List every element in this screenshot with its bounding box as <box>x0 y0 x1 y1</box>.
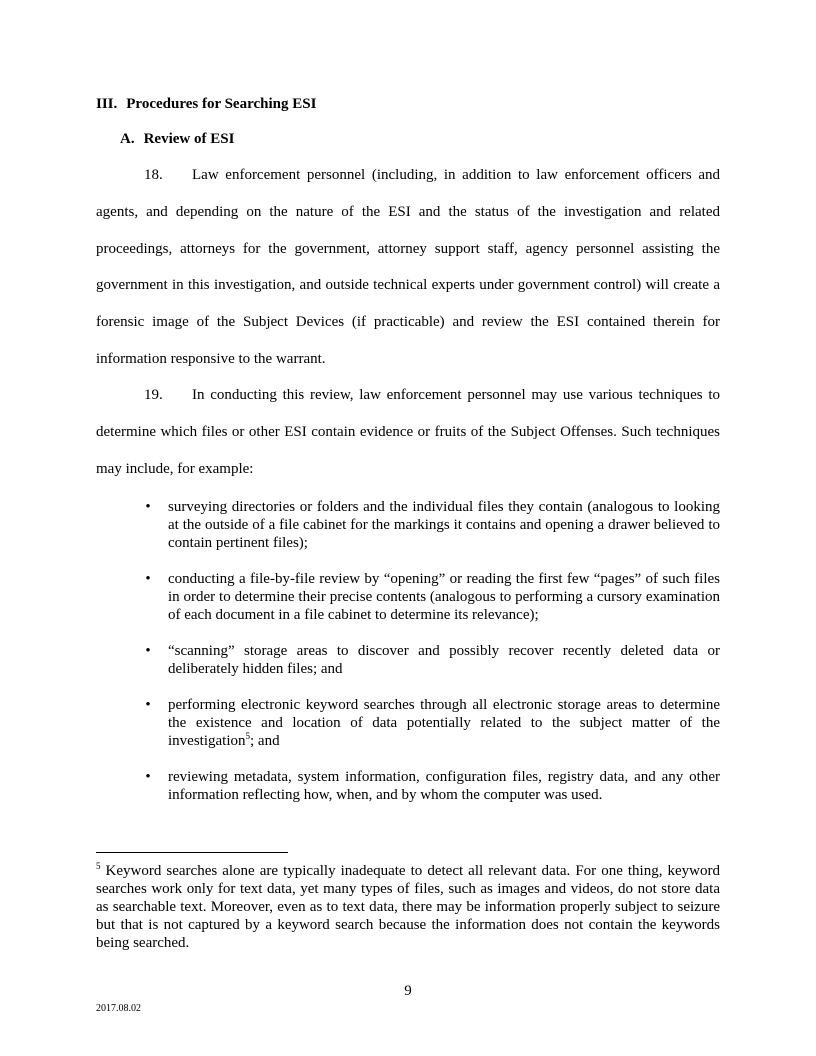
list-item-text: performing electronic keyword searches through all electronic storage areas to determine the existence and location of data potentially related to the subject matter of the investigation <box>168 697 720 749</box>
version-stamp: 2017.08.02 <box>96 1003 141 1014</box>
paragraph-number: 19. <box>144 387 163 403</box>
footnote <box>96 862 720 952</box>
list-item-text-tail: ; and <box>250 733 280 749</box>
bullet-icon: • <box>145 643 151 659</box>
section-heading <box>96 96 316 113</box>
paragraph-19 <box>96 377 720 487</box>
bullet-icon: • <box>145 769 151 785</box>
list-item-text: surveying directories or folders and the individual files they contain (analogous to looking at the outside of a file cabinet for the markings it contains and opening a drawer believed to contain pertinent files); <box>168 499 720 551</box>
paragraph-number: 18. <box>144 167 163 183</box>
subsection-heading-text: Review of ESI <box>143 131 235 147</box>
subsection-heading-number: A. <box>120 131 135 147</box>
paragraph-18 <box>96 157 720 378</box>
paragraph-text: Law enforcement personnel (including, in addition to law enforcement officers and agents, and depending on the nature of the ESI and the status of the investigation and related proceedings, attorneys for the government, attorney support staff, agency personnel assisting the government in this investigation, and outside technical experts under government control) will create a forensic image of the Subject Devices (if practicable) and review the ESI contained therein for information responsive to the warrant. <box>96 167 720 367</box>
section-heading-number: III. <box>96 96 118 112</box>
footnote-number: 5 <box>96 861 101 871</box>
list-item <box>141 570 720 624</box>
page-number: 9 <box>404 983 412 999</box>
bullet-icon: • <box>145 697 151 713</box>
section-heading-text: Procedures for Searching ESI <box>126 96 317 112</box>
technique-list <box>141 498 720 804</box>
list-item <box>141 768 720 804</box>
list-item <box>141 696 720 750</box>
list-item <box>141 498 720 552</box>
bullet-icon: • <box>145 499 151 515</box>
subsection-heading <box>120 131 234 148</box>
list-item-text: reviewing metadata, system information, configuration files, registry data, and any other information reflecting how, when, and by whom the computer was used. <box>168 769 720 803</box>
footnote-separator <box>96 852 288 853</box>
footnote-reference[interactable]: 5 <box>245 731 250 741</box>
list-item-text: conducting a file-by-file review by “opening” or reading the first few “pages” of such files in order to determine their precise contents (analogous to performing a cursory examination of each document in a file cabinet to determine its relevance); <box>168 571 720 623</box>
paragraph-text: In conducting this review, law enforcement personnel may use various techniques to determine which files or other ESI contain evidence or fruits of the Subject Offenses. Such techniques may include, for example: <box>96 387 720 477</box>
bullet-icon: • <box>145 571 151 587</box>
footnote-text: Keyword searches alone are typically inadequate to detect all relevant data. For one thing, keyword searches work only for text data, yet many types of files, such as images and videos, do not store data as searchable text. Moreover, even as to text data, there may be information properly subject to seizure but that is not captured by a keyword search because the information does not contain the keywords being searched. <box>96 863 720 951</box>
list-item-text: “scanning” storage areas to discover and possibly recover recently deleted data or deliberately hidden files; and <box>168 643 720 677</box>
list-item <box>141 642 720 678</box>
